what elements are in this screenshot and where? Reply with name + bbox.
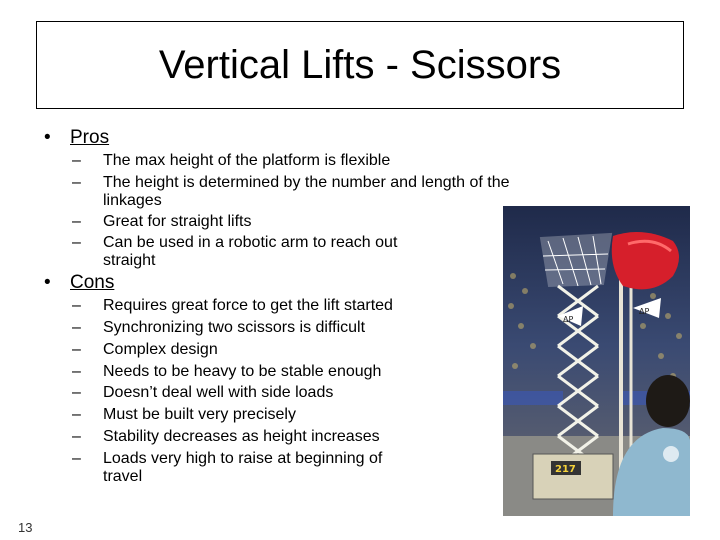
dash-icon: – xyxy=(72,174,81,191)
cons-item-text: Must be built very precisely xyxy=(103,406,296,423)
dash-icon: – xyxy=(72,450,81,467)
net-basket xyxy=(541,234,611,286)
cons-item-text: Requires great force to get the lift started xyxy=(103,297,393,314)
cons-item-text: Stability decreases as height increases xyxy=(103,428,380,445)
pros-item-text: Can be used in a robotic arm to reach out straight xyxy=(103,234,398,269)
pros-item-text: The height is determined by the number and length of the linkages xyxy=(103,174,510,209)
cons-item-text: Doesn’t deal well with side loads xyxy=(103,384,334,401)
bullet-icon: • xyxy=(44,272,51,293)
dash-icon: – xyxy=(72,341,81,358)
title-box xyxy=(36,21,684,109)
slide-title: Vertical Lifts - Scissors xyxy=(158,42,562,87)
cons-item-text: Complex design xyxy=(103,341,218,358)
dash-icon: – xyxy=(72,319,81,336)
cons-item-text: Needs to be heavy to be stable enough xyxy=(103,363,382,380)
robot-photo-illustration xyxy=(503,206,690,516)
cons-heading-label: Cons xyxy=(70,272,115,293)
dash-icon: – xyxy=(72,152,81,169)
dash-icon: – xyxy=(72,363,81,380)
dash-icon: – xyxy=(72,234,81,251)
dash-icon: – xyxy=(72,428,81,445)
dash-icon: – xyxy=(72,384,81,401)
dash-icon: – xyxy=(72,406,81,423)
pros-heading-label: Pros xyxy=(70,127,110,148)
scissor-lift-photo xyxy=(503,206,690,516)
dash-icon: – xyxy=(72,213,81,230)
robot-number: 217 xyxy=(555,464,576,475)
robot-base xyxy=(533,454,613,499)
dash-icon: – xyxy=(72,297,81,314)
cons-item-text: Loads very high to raise at beginning of travel xyxy=(103,450,383,485)
pros-item-text: The max height of the platform is flexible xyxy=(103,152,391,169)
pros-item-text: Great for straight lifts xyxy=(103,213,252,230)
bullet-icon: • xyxy=(44,127,51,148)
flag-text: ΔP xyxy=(563,315,574,324)
cons-item-text: Synchronizing two scissors is difficult xyxy=(103,319,366,336)
flag-text: ΔP xyxy=(639,307,650,316)
page-number: 13 xyxy=(18,520,33,535)
